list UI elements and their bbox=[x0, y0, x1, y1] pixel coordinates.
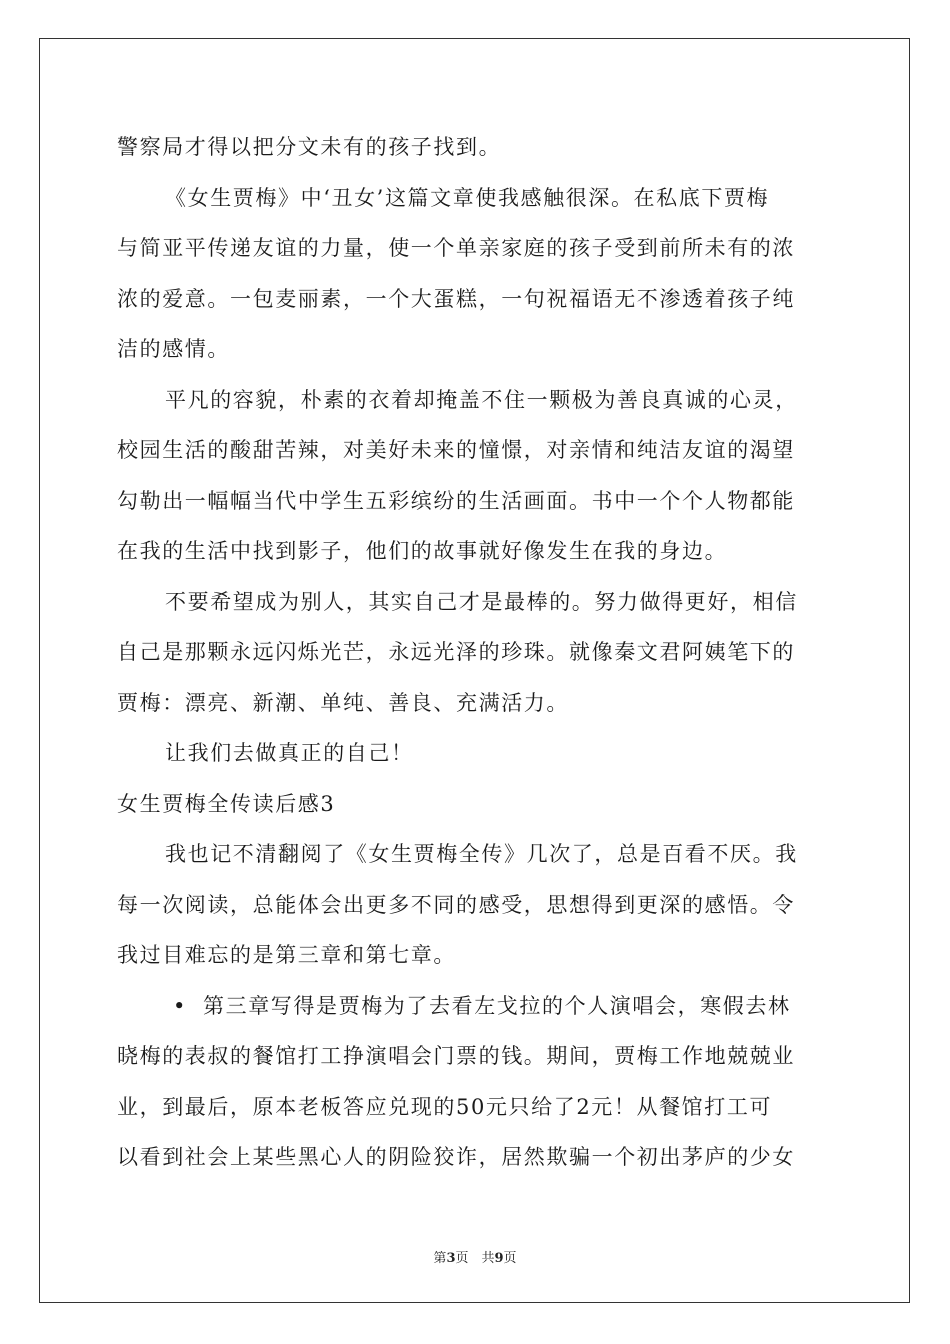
section-heading: 女生贾梅全传读后感3 bbox=[117, 791, 336, 816]
paragraph-line: 平凡的容貌，朴素的衣着却掩盖不住一颗极为善良真诚的心灵， bbox=[165, 387, 798, 412]
paragraph-line: 《女生贾梅》中‘丑女’这篇文章使我感触很深。在私底下贾梅 bbox=[165, 185, 770, 210]
footer-current-page: 3 bbox=[446, 1251, 456, 1266]
paragraph-line: 不要希望成为别人，其实自己才是最棒的。努力做得更好，相信 bbox=[165, 589, 798, 614]
document-body bbox=[117, 122, 833, 1183]
footer-suffix: 页 bbox=[503, 1251, 517, 1266]
bullet-text: 第三章写得是贾梅为了去看左戈拉的个人演唱会，寒假去林 bbox=[203, 993, 791, 1018]
paragraph-line: 我也记不清翻阅了《女生贾梅全传》几次了，总是百看不厌。我 bbox=[165, 842, 798, 866]
paragraph-line: 校园生活的酸甜苦辣，对美好未来的憧憬，对亲情和纯洁友谊的渴望 bbox=[117, 438, 795, 462]
footer-total-pages: 9 bbox=[494, 1251, 504, 1266]
paragraph-line: 勾勒出一幅幅当代中学生五彩缤纷的生活画面。书中一个个人物都能 bbox=[117, 488, 795, 513]
paragraph-line: 以看到社会上某些黑心人的阴险狡诈，居然欺骗一个初出茅庐的少女 bbox=[117, 1145, 795, 1169]
paragraph-line: 警察局才得以把分文未有的孩子找到。 bbox=[117, 135, 502, 159]
page-footer bbox=[0, 1247, 950, 1266]
paragraph-line: 贾梅：漂亮、新潮、单纯、善良、充满活力。 bbox=[117, 690, 569, 715]
paragraph-line: 晓梅的表叔的餐馆打工挣演唱会门票的钱。期间，贾梅工作地兢兢业 bbox=[117, 1044, 795, 1068]
paragraph-line: 每一次阅读，总能体会出更多不同的感受，思想得到更深的感悟。令 bbox=[117, 892, 795, 917]
bullet-dot-icon: • bbox=[173, 993, 187, 1018]
paragraph-line: 自己是那颗永远闪烁光芒，永远光泽的珍珠。就像秦文君阿姨笔下的 bbox=[117, 640, 795, 664]
bullet-item bbox=[117, 981, 833, 1032]
paragraph-line: 我过目难忘的是第三章和第七章。 bbox=[117, 943, 456, 967]
paragraph-line: 浓的爱意。一包麦丽素，一个大蛋糕，一句祝福语无不渗透着孩子纯 bbox=[117, 286, 795, 311]
footer-prefix: 第 bbox=[433, 1251, 447, 1266]
paragraph-line: 与简亚平传递友谊的力量，使一个单亲家庭的孩子受到前所未有的浓 bbox=[117, 236, 795, 260]
paragraph-line: 让我们去做真正的自己！ bbox=[165, 741, 414, 765]
footer-mid: 页 共 bbox=[455, 1251, 495, 1266]
paragraph-line: 在我的生活中找到影子，他们的故事就好像发生在我的身边。 bbox=[117, 539, 728, 563]
paragraph-line: 业，到最后，原本老板答应兑现的50元只给了2元！从餐馆打工可 bbox=[117, 1094, 773, 1119]
paragraph-line: 洁的感情。 bbox=[117, 337, 230, 361]
